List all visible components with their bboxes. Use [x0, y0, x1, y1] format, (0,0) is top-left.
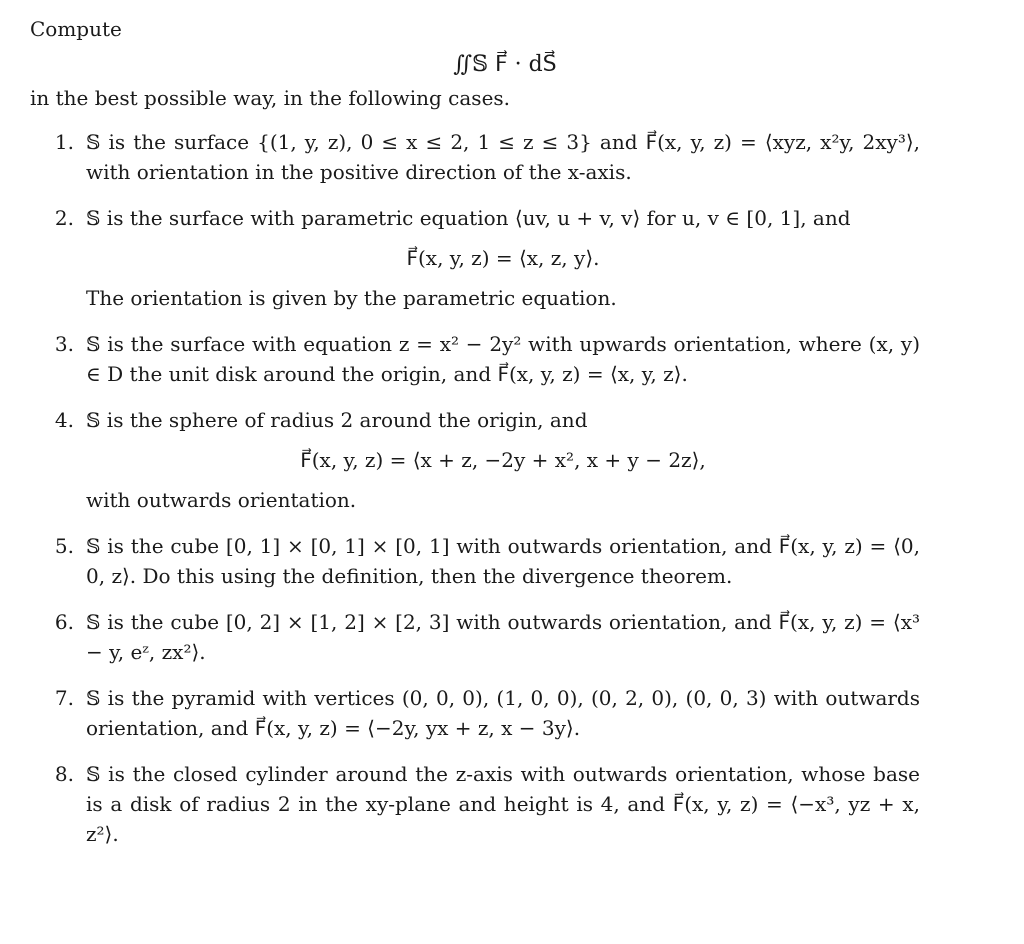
- surface-integral-formula: ∬𝕊 F⃗ · dS⃗: [453, 52, 557, 77]
- exercise-item-6: [30, 607, 920, 667]
- item-text: 𝕊 is the surface with equation z = x² − 2y² with upwards orientation, where (x, y) ∈ D the unit disk around the origin, and F⃗(x, y, z) = ⟨x, y, z⟩.: [86, 332, 920, 386]
- exercise-item-8: [30, 759, 920, 849]
- display-equation: F⃗(x, y, z) = ⟨x, z, y⟩.: [406, 246, 600, 270]
- item-text: 𝕊 is the surface with parametric equation ⟨uv, u + v, v⟩ for u, v ∈ [0, 1], and: [86, 206, 851, 230]
- item-number: 6.: [54, 610, 74, 634]
- intro-continuation: in the best possible way, in the following cases.: [30, 86, 511, 110]
- exercise-item-2: [30, 203, 920, 313]
- item-number: 4.: [54, 408, 74, 432]
- item-number: 8.: [54, 762, 74, 786]
- item-text-after: with outwards orientation.: [86, 488, 357, 512]
- item-text: 𝕊 is the surface {(1, y, z), 0 ≤ x ≤ 2, 1 ≤ z ≤ 3} and F⃗(x, y, z) = ⟨xyz, x²y, 2xy³⟩, with orientation in the positive direction of the x-axis.: [86, 130, 920, 184]
- exercise-item-3: [30, 329, 920, 389]
- item-text: 𝕊 is the sphere of radius 2 around the origin, and: [86, 408, 588, 432]
- item-number: 3.: [54, 332, 74, 356]
- item-number: 2.: [54, 206, 74, 230]
- item-number: 7.: [54, 686, 74, 710]
- exercise-list: [30, 127, 920, 849]
- exercise-item-5: [30, 531, 920, 591]
- item-text: 𝕊 is the cube [0, 1] × [0, 1] × [0, 1] with outwards orientation, and F⃗(x, y, z) = ⟨0, 0, z⟩. Do this using the definition, then the divergence theorem.: [86, 534, 920, 588]
- exercise-item-7: [30, 683, 920, 743]
- exercise-item-1: [30, 127, 920, 187]
- item-text: 𝕊 is the closed cylinder around the z-axis with outwards orientation, whose base is a disk of radius 2 in the xy-plane and height is 4, and F⃗(x, y, z) = ⟨−x³, yz + x, z²⟩.: [86, 762, 920, 846]
- item-text: 𝕊 is the pyramid with vertices (0, 0, 0), (1, 0, 0), (0, 2, 0), (0, 0, 3) with outwards orientation, and F⃗(x, y, z) = ⟨−2y, yx + z, x − 3y⟩.: [86, 686, 920, 740]
- exercise-page: [30, 14, 920, 865]
- item-text-after: The orientation is given by the parametric equation.: [86, 286, 617, 310]
- exercise-item-4: [30, 405, 920, 515]
- intro-text: Compute: [30, 17, 122, 41]
- display-equation: F⃗(x, y, z) = ⟨x + z, −2y + x², x + y − 2z⟩,: [300, 448, 706, 472]
- item-text: 𝕊 is the cube [0, 2] × [1, 2] × [2, 3] with outwards orientation, and F⃗(x, y, z) = ⟨x³ − y, eᶻ, zx²⟩.: [86, 610, 920, 664]
- item-number: 1.: [54, 130, 74, 154]
- item-number: 5.: [54, 534, 74, 558]
